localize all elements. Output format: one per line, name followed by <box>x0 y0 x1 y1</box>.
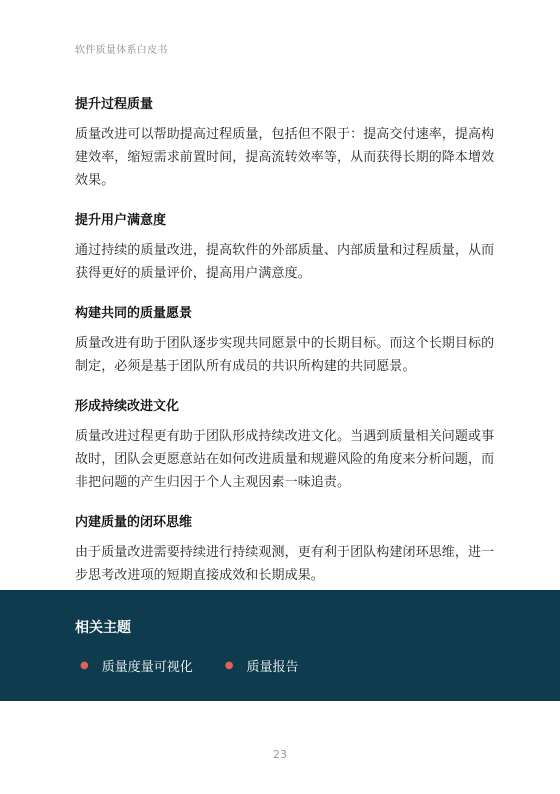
related-topic-label: 质量报告 <box>246 660 299 675</box>
section-heading: 提升过程质量 <box>75 97 154 112</box>
section-body: 质量改进有助于团队逐步实现共同愿景中的长期目标。而这个长期目标的制定，必须是基于团队所有成员的共识所构建的共同愿景。 <box>75 336 495 374</box>
section-heading: 形成持续改进文化 <box>75 399 180 414</box>
related-topics-list <box>80 656 331 675</box>
bullet-dot-icon: ● <box>80 660 89 671</box>
section-user-satisfaction <box>75 212 495 285</box>
related-topics-title: 相关主题 <box>75 620 131 636</box>
related-topic-link[interactable] <box>225 656 299 675</box>
main-content <box>75 96 495 607</box>
section-body: 质量改进可以帮助提高过程质量，包括但不限于：提高交付速率，提高构建效率，缩短需求前置时间，提高流转效率等，从而获得长期的降本增效效果。 <box>75 127 495 188</box>
section-heading: 内建质量的闭环思维 <box>75 515 193 530</box>
page-number: 23 <box>273 748 287 761</box>
section-heading: 构建共同的质量愿景 <box>75 306 193 321</box>
related-topic-label: 质量度量可视化 <box>101 660 193 675</box>
section-body: 由于质量改进需要持续进行持续观测，更有利于团队构建闭环思维，进一步思考改进项的短期直接成效和长期成果。 <box>75 545 495 583</box>
section-body: 质量改进过程更有助于团队形成持续改进文化。当遇到质量相关问题或事故时，团队会更愿意站在如何改进质量和规避风险的角度来分析问题，而非把问题的产生归因于个人主观因素一味追责。 <box>75 429 495 490</box>
related-topic-link[interactable] <box>80 656 193 675</box>
related-topics-panel <box>0 590 560 701</box>
section-body: 通过持续的质量改进，提高软件的外部质量、内部质量和过程质量，从而获得更好的质量评价，提高用户满意度。 <box>75 243 495 281</box>
section-closed-loop-thinking <box>75 514 495 587</box>
section-process-quality <box>75 96 495 192</box>
section-improvement-culture <box>75 398 495 494</box>
section-shared-vision <box>75 305 495 378</box>
bullet-dot-icon: ● <box>224 660 234 671</box>
running-header: 软件质量体系白皮书 <box>75 45 168 56</box>
section-heading: 提升用户满意度 <box>75 213 167 228</box>
